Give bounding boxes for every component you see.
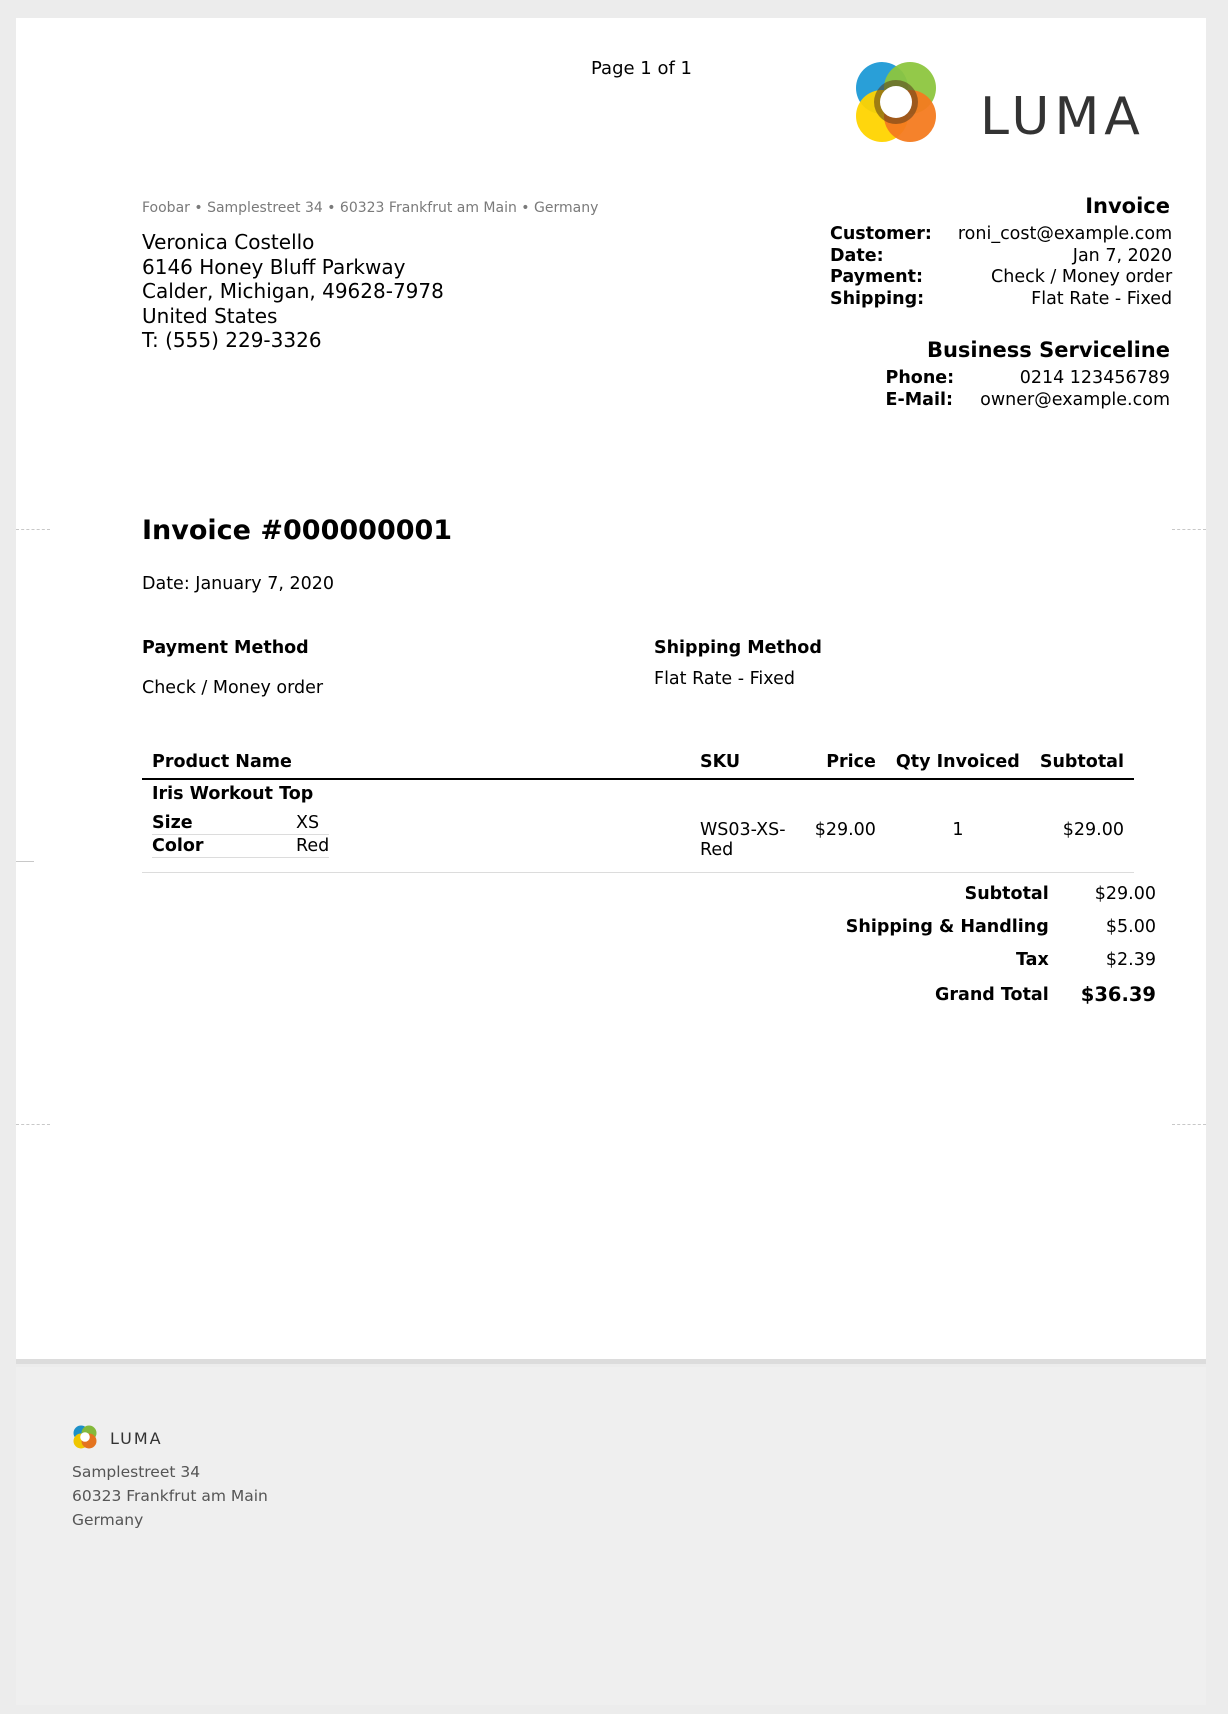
totals-tax-label: Tax xyxy=(1015,950,1049,970)
email-label: E-Mail: xyxy=(885,389,953,410)
totals-tax-value: $2.39 xyxy=(1105,950,1156,970)
col-subtotal: Subtotal xyxy=(1030,744,1134,779)
guide-mark-left-bottom xyxy=(16,1124,50,1125)
items-header-row xyxy=(142,744,1134,779)
date-value: Jan 7, 2020 xyxy=(1072,245,1173,266)
invoice-info-table xyxy=(830,224,1172,310)
guide-mark-right-top xyxy=(1172,529,1206,530)
footer-address-line3: Germany xyxy=(72,1511,144,1529)
col-product-name: Product Name xyxy=(142,744,690,779)
page-footer xyxy=(16,1367,1206,1705)
grand-total-value: $36.39 xyxy=(1080,983,1156,1006)
recipient-phone: T: (555) 229-3326 xyxy=(142,328,322,352)
invoice-info-block xyxy=(830,194,1173,310)
footer-logo-text: LUMA xyxy=(110,1429,163,1448)
footer-luma-logo-icon xyxy=(72,1424,172,1454)
footer-logo xyxy=(72,1424,172,1458)
totals-row-shipping xyxy=(846,911,1156,944)
payment-method-heading: Payment Method xyxy=(142,638,309,658)
subtotal-cell: $29.00 xyxy=(1030,779,1134,873)
option-value-size: XS xyxy=(296,812,329,835)
col-qty: Qty Invoiced xyxy=(886,744,1030,779)
footer-address xyxy=(72,1460,268,1532)
totals-shipping-value: $5.00 xyxy=(1105,917,1156,937)
shipping-method-value: Flat Rate - Fixed xyxy=(654,669,795,689)
footer-address-line2: 60323 Frankfrut am Main xyxy=(72,1487,268,1505)
guide-mark-left-top xyxy=(16,529,50,530)
shipping-label: Shipping: xyxy=(830,288,925,309)
product-options xyxy=(152,812,329,858)
option-label-color: Color xyxy=(152,835,296,858)
guide-mark-right-bottom xyxy=(1172,1124,1206,1125)
invoice-title: Invoice #000000001 xyxy=(142,515,453,546)
date-label: Date: xyxy=(830,245,884,266)
shipping-value: Flat Rate - Fixed xyxy=(1031,288,1173,309)
phone-value: 0214 123456789 xyxy=(1019,368,1170,388)
customer-value: roni_cost@example.com xyxy=(957,224,1173,244)
recipient-address xyxy=(142,230,444,353)
totals-subtotal-label: Subtotal xyxy=(964,884,1049,904)
sender-line: Foobar • Samplestreet 34 • 60323 Frankfrut am Main • Germany xyxy=(142,200,599,216)
invoice-items-table xyxy=(142,744,1134,873)
option-label-size: Size xyxy=(152,812,296,835)
serviceline-table xyxy=(886,368,1170,411)
invoice-info-title: Invoice xyxy=(1085,194,1170,218)
luma-logo-icon xyxy=(850,56,1150,160)
email-value: owner@example.com xyxy=(980,389,1170,410)
product-name: Iris Workout Top xyxy=(152,784,314,804)
option-value-color: Red xyxy=(296,836,330,856)
phone-label: Phone: xyxy=(885,368,955,388)
serviceline-block xyxy=(830,338,1170,411)
footer-address-line1: Samplestreet 34 xyxy=(72,1463,201,1481)
payment-method-value: Check / Money order xyxy=(142,678,324,698)
col-sku: SKU xyxy=(690,744,805,779)
invoice-date: Date: January 7, 2020 xyxy=(142,574,334,594)
grand-total-label: Grand Total xyxy=(935,985,1049,1005)
shipping-method-heading: Shipping Method xyxy=(654,638,822,658)
qty-cell: 1 xyxy=(886,779,1030,873)
recipient-name: Veronica Costello xyxy=(142,230,315,254)
luma-logo-text: LUMA xyxy=(980,87,1145,147)
recipient-country: United States xyxy=(142,303,278,328)
totals-row-tax xyxy=(846,944,1156,977)
totals-row-subtotal xyxy=(846,878,1156,911)
table-row xyxy=(142,779,1134,873)
guide-mark-left-middle xyxy=(16,861,34,862)
invoice-totals xyxy=(846,878,1156,1013)
col-price: Price xyxy=(805,744,886,779)
recipient-street: 6146 Honey Bluff Parkway xyxy=(142,254,406,279)
price-cell: $29.00 xyxy=(805,779,886,873)
customer-label: Customer: xyxy=(830,224,932,244)
recipient-city: Calder, Michigan, 49628-7978 xyxy=(142,279,444,303)
totals-shipping-label: Shipping & Handling xyxy=(845,917,1049,937)
page-number: Page 1 of 1 xyxy=(591,58,692,79)
payment-value: Check / Money order xyxy=(991,267,1173,287)
luma-logo xyxy=(850,56,1150,164)
totals-row-grand xyxy=(846,977,1156,1013)
serviceline-title: Business Serviceline xyxy=(926,338,1170,362)
payment-label: Payment: xyxy=(830,267,923,287)
totals-subtotal-value: $29.00 xyxy=(1094,884,1156,904)
sku-cell: WS03-XS-Red xyxy=(690,779,805,873)
product-cell xyxy=(142,779,690,873)
